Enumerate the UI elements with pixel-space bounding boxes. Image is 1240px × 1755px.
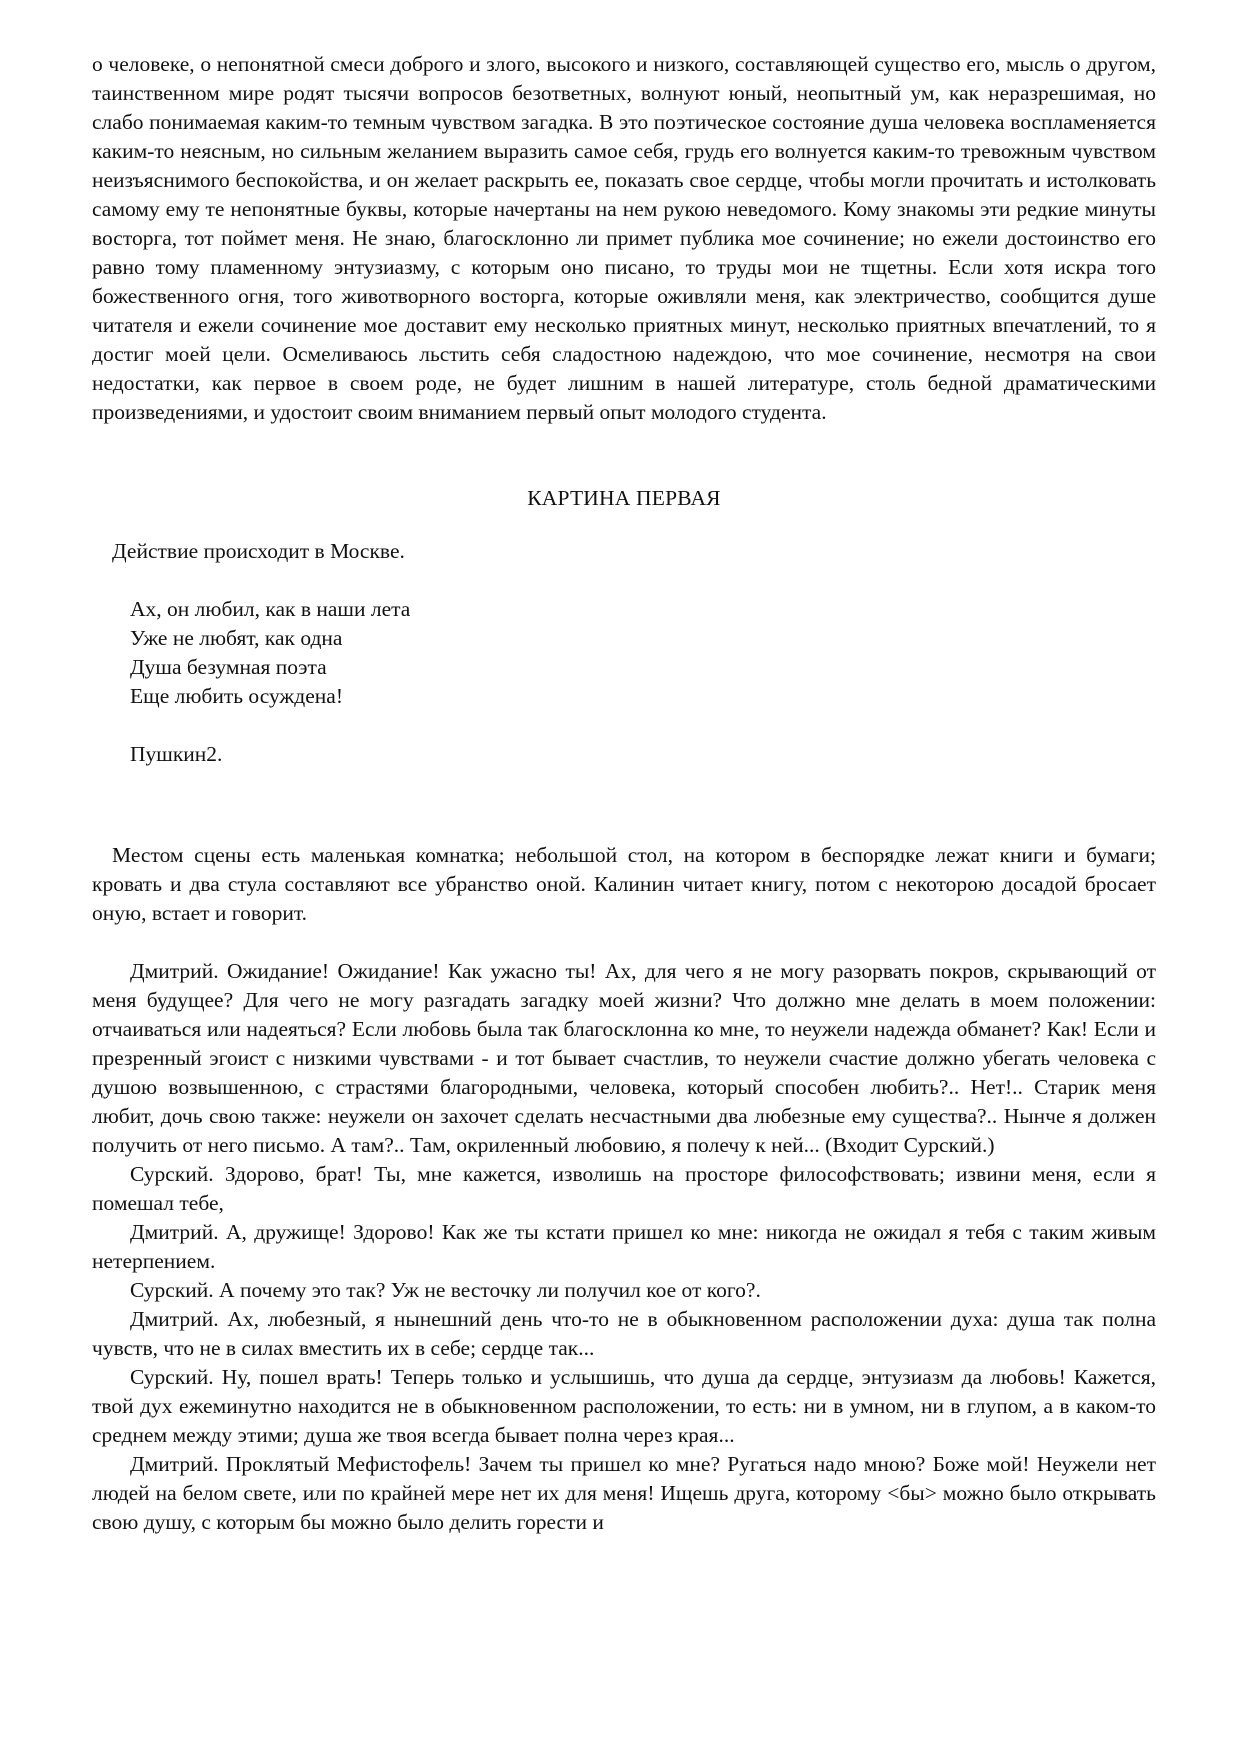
dialogue-line: Дмитрий. Проклятый Мефистофель! Зачем ты пришел ко мне? Ругаться надо мною? Боже мой! Неужели нет людей на белом свете, или по крайней мере нет их для меня! Ищешь друга, которому <бы> можно было открывать свою душу, с которым бы можно было делить горести и	[92, 1452, 1156, 1534]
epigraph-line: Душа безумная поэта	[130, 655, 327, 679]
dialogue-line: Дмитрий. Ожидание! Ожидание! Как ужасно ты! Ах, для чего я не могу разорвать покров, скрывающий от меня будущее? Для чего не могу разгадать загадку моей жизни? Что должно мне делать в моем положении: отчаиваться или надеяться? Если любовь была так благосклонна ко мне, то неужели надежда обманет? Как! Если и презренный эгоист с низкими чувствами - и тот бывает счастлив, то неужели счастие должно убегать человека с душою возвышенною, с страстями благородными, человека, который способен любить?.. Нет!.. Старик меня любит, дочь свою также: неужели он захочет сделать несчастными два любезные ему существа?.. Нынче я должен получить от него письмо. А там?.. Там, окриленный любовию, я полечу к ней... (Входит Сурский.)	[92, 959, 1156, 1157]
dialogue	[92, 957, 1156, 1537]
epigraph-line: Ах, он любил, как в наши лета	[130, 597, 411, 621]
stage-direction: Местом сцены есть маленькая комнатка; небольшой стол, на котором в беспорядке лежат книги и бумаги; кровать и два стула составляют все убранство оной. Калинин читает книгу, потом с некоторою досадой бросает оную, встает и говорит.	[92, 843, 1156, 925]
dialogue-line: Дмитрий. А, дружище! Здорово! Как же ты кстати пришел ко мне: никогда не ожидал я тебя с таким живым нетерпением.	[92, 1220, 1156, 1273]
intro-paragraph: о человеке, о непонятной смеси доброго и злого, высокого и низкого, составляющей существо его, мысль о другом, таинственном мире родят тысячи вопросов безответных, волнуют юный, неопытный ум, как неразрешимая, но слабо понимаемая каким-то темным чувством загадка. В это поэтическое состояние душа человека воспламеняется каким-то неясным, но сильным желанием выразить самое себя, грудь его волнуется каким-то тревожным чувством неизъяснимого беспокойства, и он желает раскрыть ее, показать свое сердце, чтобы могли прочитать и истолковать самому ему те непонятные буквы, которые начертаны на нем рукою неведомого. Кому знакомы эти редкие минуты восторга, тот поймет меня. Не знаю, благосклонно ли примет публика мое сочинение; но ежели достоинство его равно тому пламенному энтузиазму, с которым оно писано, то труды мои не тщетны. Если хотя искра того божественного огня, того животворного восторга, которые оживляли меня, как электричество, сообщится душе читателя и ежели сочинение мое доставит ему несколько приятных минут, несколько приятных впечатлений, то я достиг моей цели. Осмеливаюсь льстить себя сладостною надеждою, что мое сочинение, несмотря на свои недостатки, как первое в своем роде, не будет лишним в нашей литературе, столь бедной драматическими произведениями, и удостоит своим вниманием первый опыт молодого студента.	[92, 52, 1156, 424]
dialogue-line: Сурский. А почему это так? Уж не весточку ли получил кое от кого?.	[130, 1278, 761, 1302]
scene-setting: Действие происходит в Москве.	[112, 539, 405, 563]
dialogue-line: Сурский. Здорово, брат! Ты, мне кажется, изволишь на просторе философствовать; извини меня, если я помешал тебе,	[92, 1162, 1156, 1215]
document-page	[92, 50, 1156, 1537]
dialogue-line: Сурский. Ну, пошел врать! Теперь только и услышишь, что душа да сердце, энтузиазм да любовь! Кажется, твой дух ежеминутно находится не в обыкновенном расположении, то есть: ни в умном, ни в глупом, а в каком-то среднем между этими; душа же твоя всегда бывает полна через края...	[92, 1365, 1156, 1447]
epigraph-line: Еще любить осуждена!	[130, 684, 343, 708]
epigraph	[130, 595, 1156, 711]
scene-heading: КАРТИНА ПЕРВАЯ	[527, 486, 721, 510]
dialogue-line: Дмитрий. Ах, любезный, я нынешний день что-то не в обыкновенном расположении духа: душа так полна чувств, что не в силах вместить их в себе; сердце так...	[92, 1307, 1156, 1360]
epigraph-line: Уже не любят, как одна	[130, 626, 343, 650]
epigraph-author: Пушкин2.	[130, 742, 223, 766]
